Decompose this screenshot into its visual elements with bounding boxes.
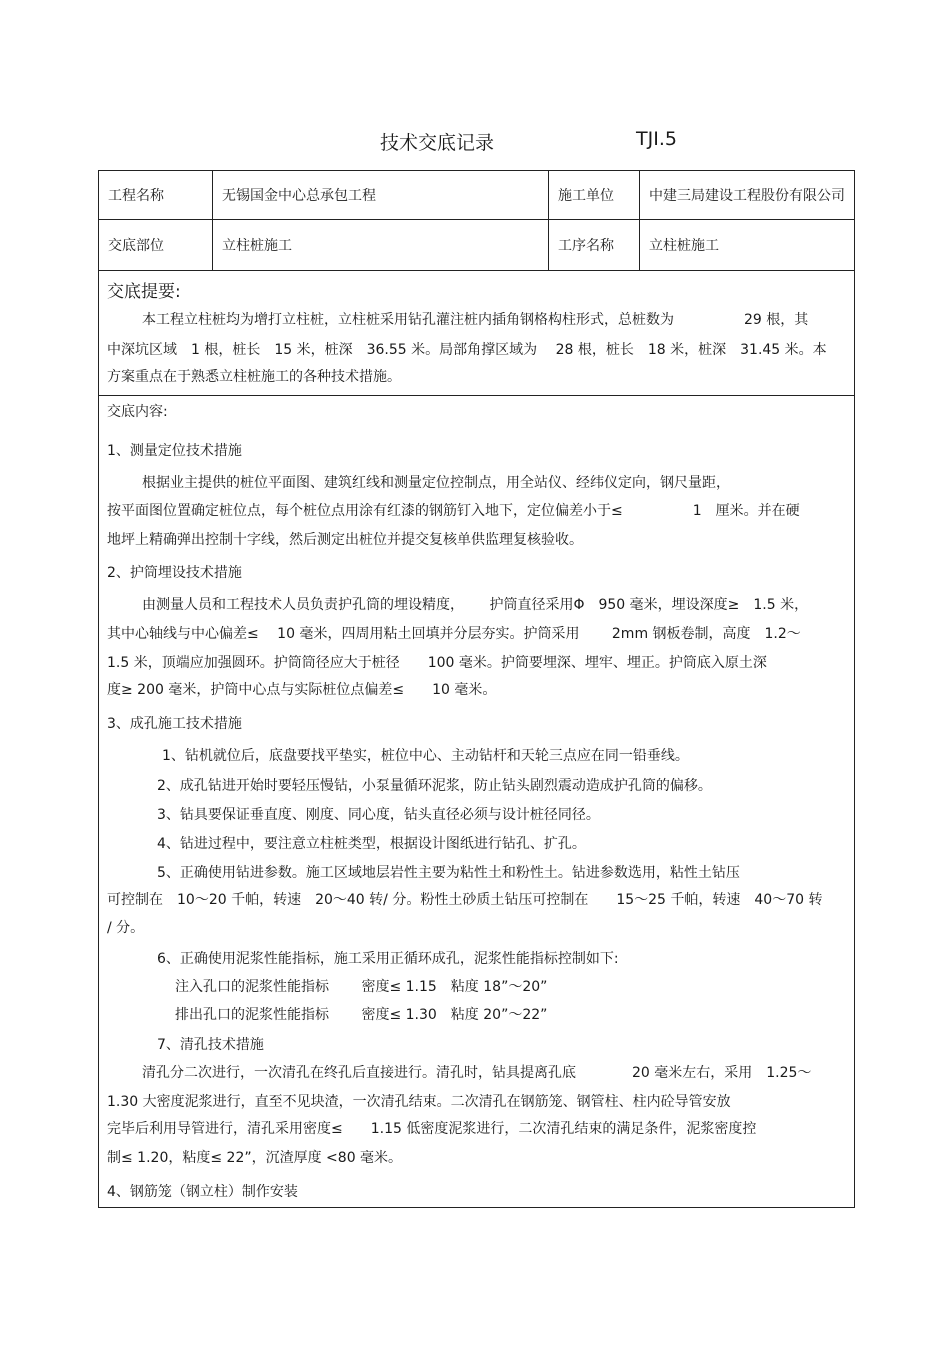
info-row xyxy=(99,171,854,220)
content-section xyxy=(99,396,854,1207)
content-line: 制≤ 1.20，粘度≤ 22”，沉渣厚度 <80 毫米。 xyxy=(107,1150,403,1166)
content-line: 清孔分二次进行，一次清孔在终孔后直接进行。清孔时，钻具提离孔底 20 毫米左右，采用 1.25～ xyxy=(142,1065,812,1081)
summary-heading: 交底提要: xyxy=(107,282,181,302)
record-table xyxy=(98,170,855,1208)
disclosure-part-label: 交底部位 xyxy=(99,220,213,270)
process-name-label: 工序名称 xyxy=(549,220,640,270)
content-line: 根据业主提供的桩位平面图、建筑红线和测量定位控制点，用全站仪、经纬仪定向，钢尺量距， xyxy=(142,475,730,491)
content-line: 完毕后利用导管进行，清孔采用密度≤ 1.15 低密度泥浆进行，二次清孔结束的满足条件，泥浆密度控 xyxy=(107,1121,757,1137)
content-line: 其中心轴线与中心偏差≤ 10 毫米，四周用粘土回填并分层夯实。护筒采用 2mm 钢板卷制，高度 1.2～ xyxy=(107,626,801,642)
summary-line: 方案重点在于熟悉立柱桩施工的各种技术措施。 xyxy=(107,369,401,385)
content-heading: 交底内容: xyxy=(107,404,168,420)
content-line: 由测量人员和工程技术人员负责护孔筒的埋设精度， 护筒直径采用Φ 950 毫米，埋设深度≥ 1.5 米， xyxy=(142,597,809,613)
content-line: 可控制在 10～20 千帕，转速 20～40 转/ 分。粉性土砂质土钻压可控制在 15～25 千帕，转速 40～70 转 xyxy=(107,892,823,908)
content-line: 地坪上精确弹出控制十字线，然后测定出桩位并提交复核单供监理复核验收。 xyxy=(107,532,583,548)
content-line: 1、钻机就位后，底盘要找平垫实，桩位中心、主动钻杆和天轮三点应在同一铅垂线。 xyxy=(162,748,689,764)
content-line: 7、清孔技术措施 xyxy=(157,1037,264,1053)
content-line: 2、成孔钻进开始时要轻压慢钻，小泵量循环泥浆，防止钻头剧烈震动造成护孔筒的偏移。 xyxy=(157,778,712,794)
content-line: 1.30 大密度泥浆进行，直至不见块渣，一次清孔结束。二次清孔在钢筋笼、钢管柱、柱内砼导管安放 xyxy=(107,1094,731,1110)
content-line: 按平面图位置确定桩位点，每个桩位点用涂有红漆的钢筋钉入地下，定位偏差小于≤ 1 厘米。并在硬 xyxy=(107,503,800,519)
info-row xyxy=(99,220,854,271)
disclosure-part-value: 立柱桩施工 xyxy=(213,220,549,270)
construction-unit-label: 施工单位 xyxy=(549,171,640,219)
content-line: / 分。 xyxy=(107,920,145,936)
construction-unit-value: 中建三局建设工程股份有限公司 xyxy=(649,188,845,204)
content-line: 度≥ 200 毫米，护筒中心点与实际桩位点偏差≤ 10 毫米。 xyxy=(107,682,497,698)
document-title-bar xyxy=(0,128,950,158)
process-name-value: 立柱桩施工 xyxy=(649,238,719,254)
mud-index-line: 排出孔口的泥浆性能指标 密度≤ 1.30 粘度 20”～22” xyxy=(175,1007,548,1023)
content-line: 1.5 米，顶端应加强圆环。护筒筒径应大于桩径 100 毫米。护筒要埋深、埋牢、埋正。护筒底入原土深 xyxy=(107,655,767,671)
content-line: 3、钻具要保证垂直度、刚度、同心度，钻头直径必须与设计桩径同径。 xyxy=(157,807,600,823)
summary-section xyxy=(99,271,854,396)
summary-line: 本工程立柱桩均为增打立柱桩，立柱桩采用钻孔灌注桩内插角钢格构柱形式，总桩数为 29 根，其 xyxy=(142,312,809,328)
mud-index-line: 注入孔口的泥浆性能指标 密度≤ 1.15 粘度 18”～20” xyxy=(175,979,548,995)
content-line: 4、钻进过程中，要注意立柱桩类型，根据设计图纸进行钻孔、扩孔。 xyxy=(157,836,586,852)
content-line: 5、正确使用钻进参数。施工区域地层岩性主要为粘性土和粉性土。钻进参数选用，粘性土钻压 xyxy=(157,865,740,881)
document-code: TJI.5 xyxy=(636,128,677,150)
section-heading: 1、测量定位技术措施 xyxy=(107,443,242,459)
section-heading: 3、成孔施工技术措施 xyxy=(107,716,242,732)
section-heading: 4、钢筋笼（钢立柱）制作安装 xyxy=(107,1184,298,1200)
summary-line: 中深坑区域 1 根，桩长 15 米，桩深 36.55 米。局部角撑区域为 28 根，桩长 18 米，桩深 31.45 米。本 xyxy=(107,342,827,358)
section-heading: 2、护筒埋设技术措施 xyxy=(107,565,242,581)
project-name-value: 无锡国金中心总承包工程 xyxy=(213,171,549,219)
project-name-label: 工程名称 xyxy=(99,171,213,219)
content-line: 6、正确使用泥浆性能指标，施工采用正循环成孔，泥浆性能指标控制如下: xyxy=(157,951,619,967)
document-title: 技术交底记录 xyxy=(380,132,495,154)
